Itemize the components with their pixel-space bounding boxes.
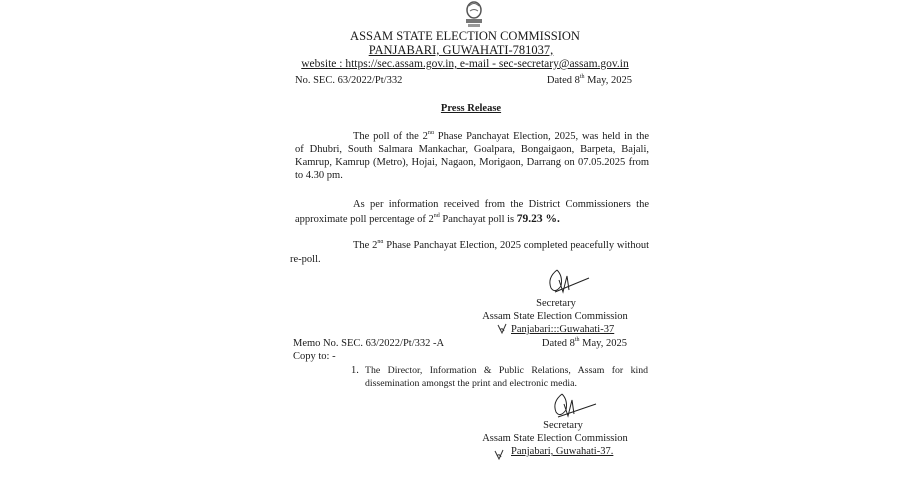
memo-date: Dated 8th May, 2025	[541, 337, 627, 349]
copy-to-label: Copy to: -	[293, 351, 336, 362]
org-name: ASSAM STATE ELECTION COMMISSION	[350, 29, 580, 43]
reference-date: Dated 8th May, 2025	[546, 74, 632, 86]
signature-1	[543, 266, 593, 298]
poll-percentage: 79.23 %.	[516, 213, 560, 225]
org-contact: website : https://sec.assam.gov.in, e-mail - sec-secretary@assam.gov.in	[301, 58, 629, 70]
national-emblem-icon	[463, 0, 485, 28]
reference-number: No. SEC. 63/2022/Pt/332	[295, 75, 403, 86]
press-release-title: Press Release	[440, 103, 502, 114]
memo-number: Memo No. SEC. 63/2022/Pt/332 -A	[293, 338, 445, 349]
initial-mark	[494, 449, 504, 461]
signatory-place: Panjabari, Guwahati-37.	[511, 446, 614, 457]
signatory-designation: Secretary	[536, 298, 576, 309]
signatory-org: Assam State Election Commission	[482, 311, 628, 322]
initial-mark	[497, 323, 507, 335]
signatory-place: Panjabari:::Guwahati-37	[511, 324, 615, 335]
signature-2	[548, 390, 598, 420]
signatory-org: Assam State Election Commission	[482, 433, 628, 444]
signatory-designation: Secretary	[543, 420, 583, 431]
org-address: PANJABARI, GUWAHATI-781037,	[368, 43, 554, 57]
